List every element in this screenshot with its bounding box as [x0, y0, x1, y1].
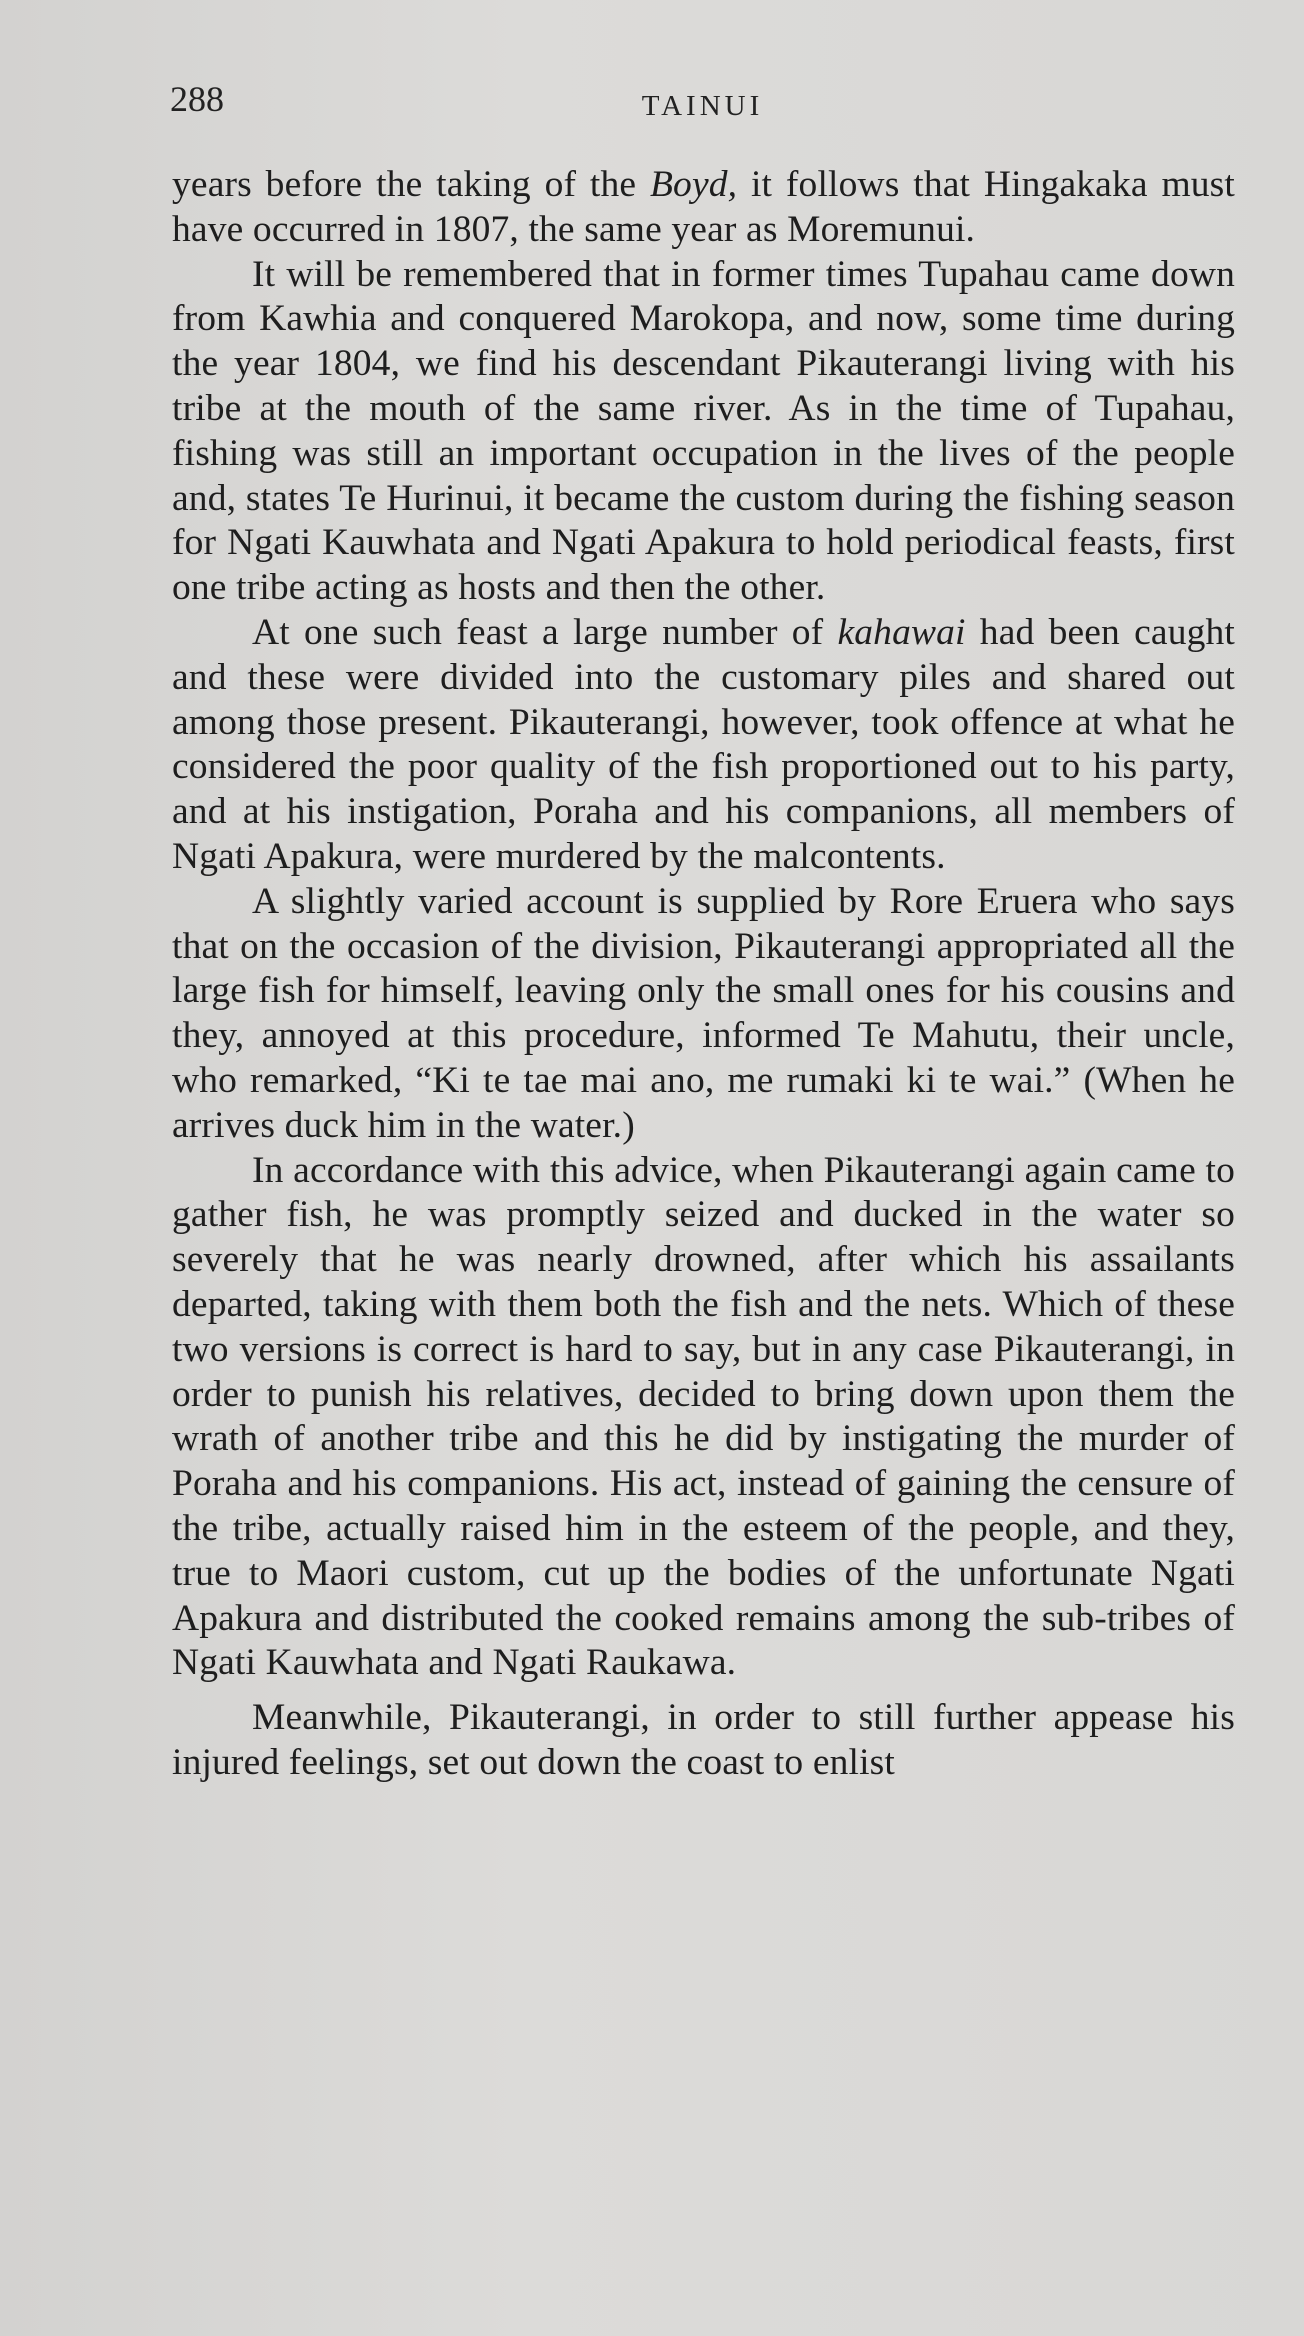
fish-name-kahawai: kahawai — [837, 611, 966, 653]
paragraph-4: A slightly varied account is supplied by Rore Eruera who says that on the occasion of the division, Pikauterangi appropriated all the large fish for himself, leaving only the small ones for his cousins and they, annoyed at this procedure, informed Te Mahutu, their uncle, who remarked, “Ki te tae mai ano, me rumaki ki te wai.” (When he arrives duck him in the water.) — [172, 880, 1235, 1146]
paragraph-5: In accordance with this advice, when Pikauterangi again came to gather fish, he was promptly seized and ducked in the water so severely that he was nearly drowned, after which his assailants departed, taking with them both the fish and the nets. Which of these two versions is correct is hard to say, but in any case Pikauterangi, in order to punish his relatives, decided to bring down upon them the wrath of another tribe and this he did by instigating the murder of Poraha and his companions. His act, instead of gaining the censure of the tribe, actually raised him in the esteem of the people, and they, true to Maori custom, cut up the bodies of the unfortunate Ngati Apakura and distributed the cooked remains among the sub-tribes of Ngati Kauwhata and Ngati Raukawa. — [172, 1149, 1235, 1684]
paragraph-1-text-a: years before the taking of the — [172, 164, 650, 205]
page-number: 288 — [170, 79, 224, 119]
paragraph-2: It will be remembered that in former times Tupahau came down from Kawhia and conquered Marokopa, and now, some time during the year 1804, we find his descendant Pikauterangi living with his tribe at the mouth of the same river. As in the time of Tupahau, fishing was still an important occupation in the lives of the people and, states Te Hurinui, it became the custom during the fishing season for Ngati Kauwhata and Ngati Apakura to hold periodical feasts, first one tribe acting as hosts and then the other. — [172, 253, 1235, 609]
paragraph-1-text-b: it follows that Hingakaka must have occurred in 1807, the same year as Moremunui. — [172, 164, 1235, 250]
paragraph-3-text-a: At one such feast a large number of — [252, 611, 838, 653]
running-title: TAINUI — [641, 90, 764, 122]
paragraph-6: Meanwhile, Pikauterangi, in order to still further appease his injured feelings, set out down the coast to enlist — [172, 1697, 1235, 1783]
page-header — [170, 72, 1235, 132]
paragraph-3 — [172, 611, 1235, 880]
paragraph-1 — [172, 163, 1235, 253]
body-text — [172, 163, 1235, 1786]
paragraph-3-text-b: had been caught and these were divided into the customary piles and shared out among those present. Pikauterangi, however, took offence at what he considered the poor quality of the fish proportioned out to his party, and at his instigation, Poraha and his companions, all members of Ngati Apakura, were murdered by the malcontents. — [172, 611, 1235, 877]
ship-name-boyd: Boyd, — [650, 164, 738, 205]
